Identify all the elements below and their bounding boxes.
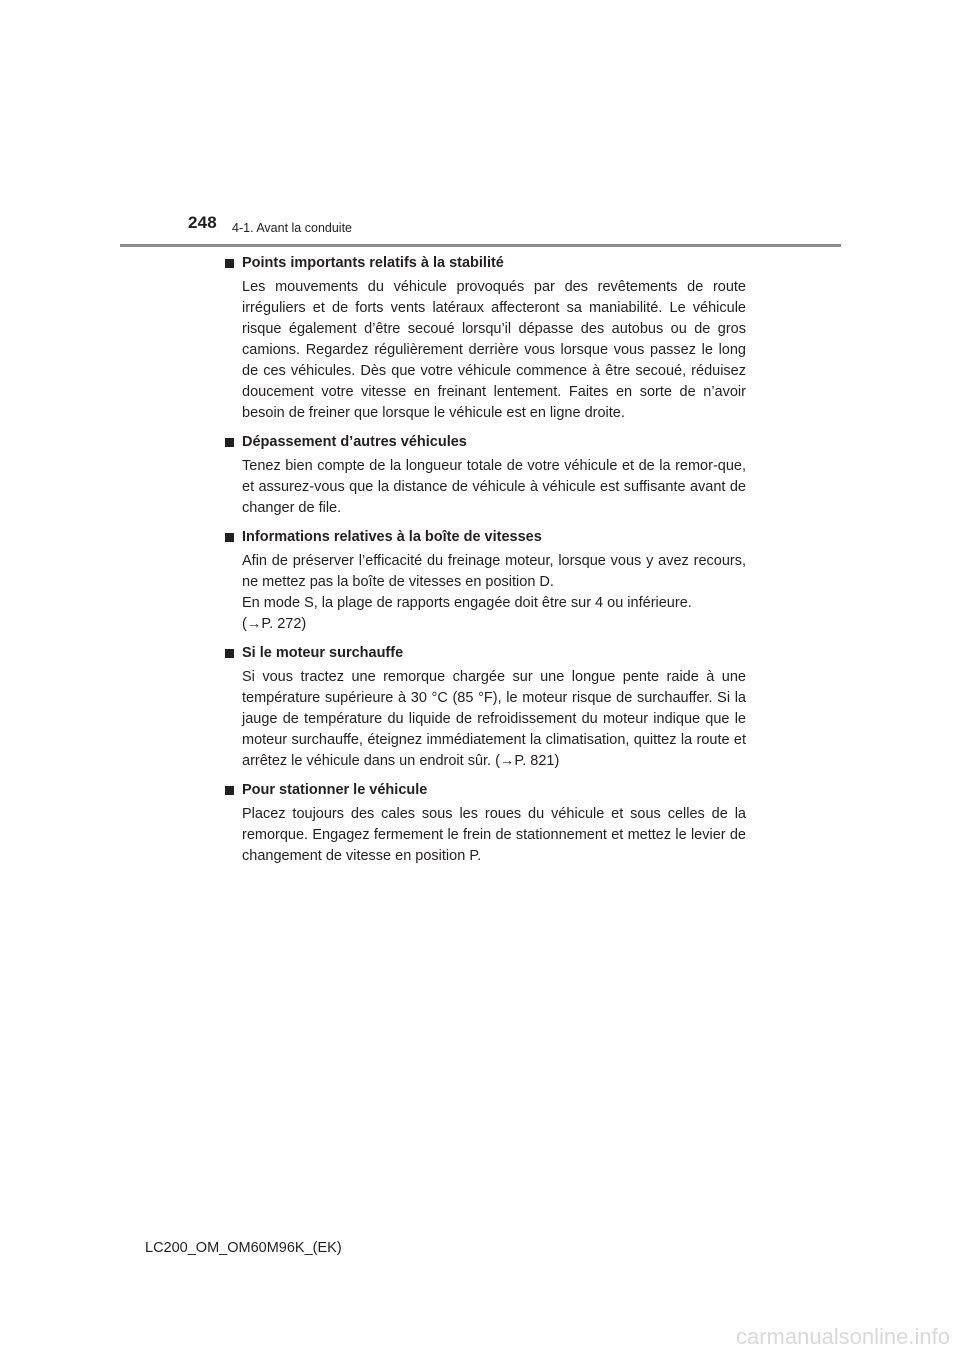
section-body: [242, 551, 746, 635]
paragraph: Tenez bien compte de la longueur totale de votre véhicule et de la remor-que, et assurez-vous que la distance de véhicule à véhicule est suffisante avant de changer de file.: [242, 458, 746, 516]
section-heading: [222, 642, 746, 665]
square-bullet-icon: [225, 649, 234, 658]
section-transmission: [222, 526, 746, 635]
paragraph: En mode S, la plage de rapports engagée doit être sur 4 ou inférieure.: [242, 595, 692, 611]
section-body: [242, 277, 746, 424]
header-divider: [120, 244, 841, 247]
square-bullet-icon: [225, 533, 234, 542]
section-heading: [222, 252, 746, 275]
section-parking: [222, 779, 746, 867]
section-heading-text: Points importants relatifs à la stabilité: [242, 255, 504, 271]
square-bullet-icon: [225, 438, 234, 447]
document-code: LC200_OM_OM60M96K_(EK): [145, 1240, 342, 1256]
section-heading-text: Pour stationner le véhicule: [242, 782, 428, 798]
section-stability: [222, 252, 746, 424]
section-heading: [222, 779, 746, 802]
paragraph: Placez toujours des cales sous les roues du véhicule et sous celles de la remorque. Engagez fermement le frein de stationnement et mettez le levier de changement de vitesse en position P.: [242, 806, 746, 864]
square-bullet-icon: [225, 259, 234, 268]
section-heading: [222, 431, 746, 454]
section-heading-text: Si le moteur surchauffe: [242, 645, 404, 661]
watermark: carmanualsonline.info: [735, 1324, 950, 1349]
section-body: [242, 667, 746, 772]
section-title: 4-1. Avant la conduite: [232, 221, 352, 235]
page-content: [222, 252, 746, 867]
section-body: [242, 456, 746, 519]
section-overheating: [222, 642, 746, 772]
section-heading-text: Informations relatives à la boîte de vitesses: [242, 529, 542, 545]
paragraph: Si vous tractez une remorque chargée sur une longue pente raide à une température supérieure à 30 °C (85 °F), le moteur risque de surchauffer. Si la jauge de température du liquide de refroidissement du moteur indique que le moteur surchauffe, éteignez immédiatement la climatisation, quittez la route et arrêtez le véhicule dans un endroit sûr. (→P. 821): [242, 669, 746, 769]
section-heading-text: Dépassement d’autres véhicules: [242, 434, 467, 450]
section-body: [242, 804, 746, 867]
square-bullet-icon: [225, 786, 234, 795]
page-number: 248: [188, 213, 217, 232]
section-overtaking: [222, 431, 746, 519]
page-reference: (→P. 272): [242, 616, 307, 632]
page-header: [0, 0, 960, 250]
paragraph: Afin de préserver l’efficacité du freinage moteur, lorsque vous y avez recours, ne mettez pas la boîte de vitesses en position D.: [242, 553, 746, 590]
section-heading: [222, 526, 746, 549]
paragraph: Les mouvements du véhicule provoqués par des revêtements de route irréguliers et de forts vents latéraux affecteront sa maniabilité. Le véhicule risque également d’être secoué lorsqu’il dépasse des autobus ou de gros camions. Regardez régulièrement derrière vous lorsque vous passez le long de ces véhicules. Dès que votre véhicule commence à être secoué, réduisez doucement votre vitesse en freinant lentement. Faites en sorte de n’avoir besoin de freiner que lorsque le véhicule est en ligne droite.: [242, 279, 746, 421]
